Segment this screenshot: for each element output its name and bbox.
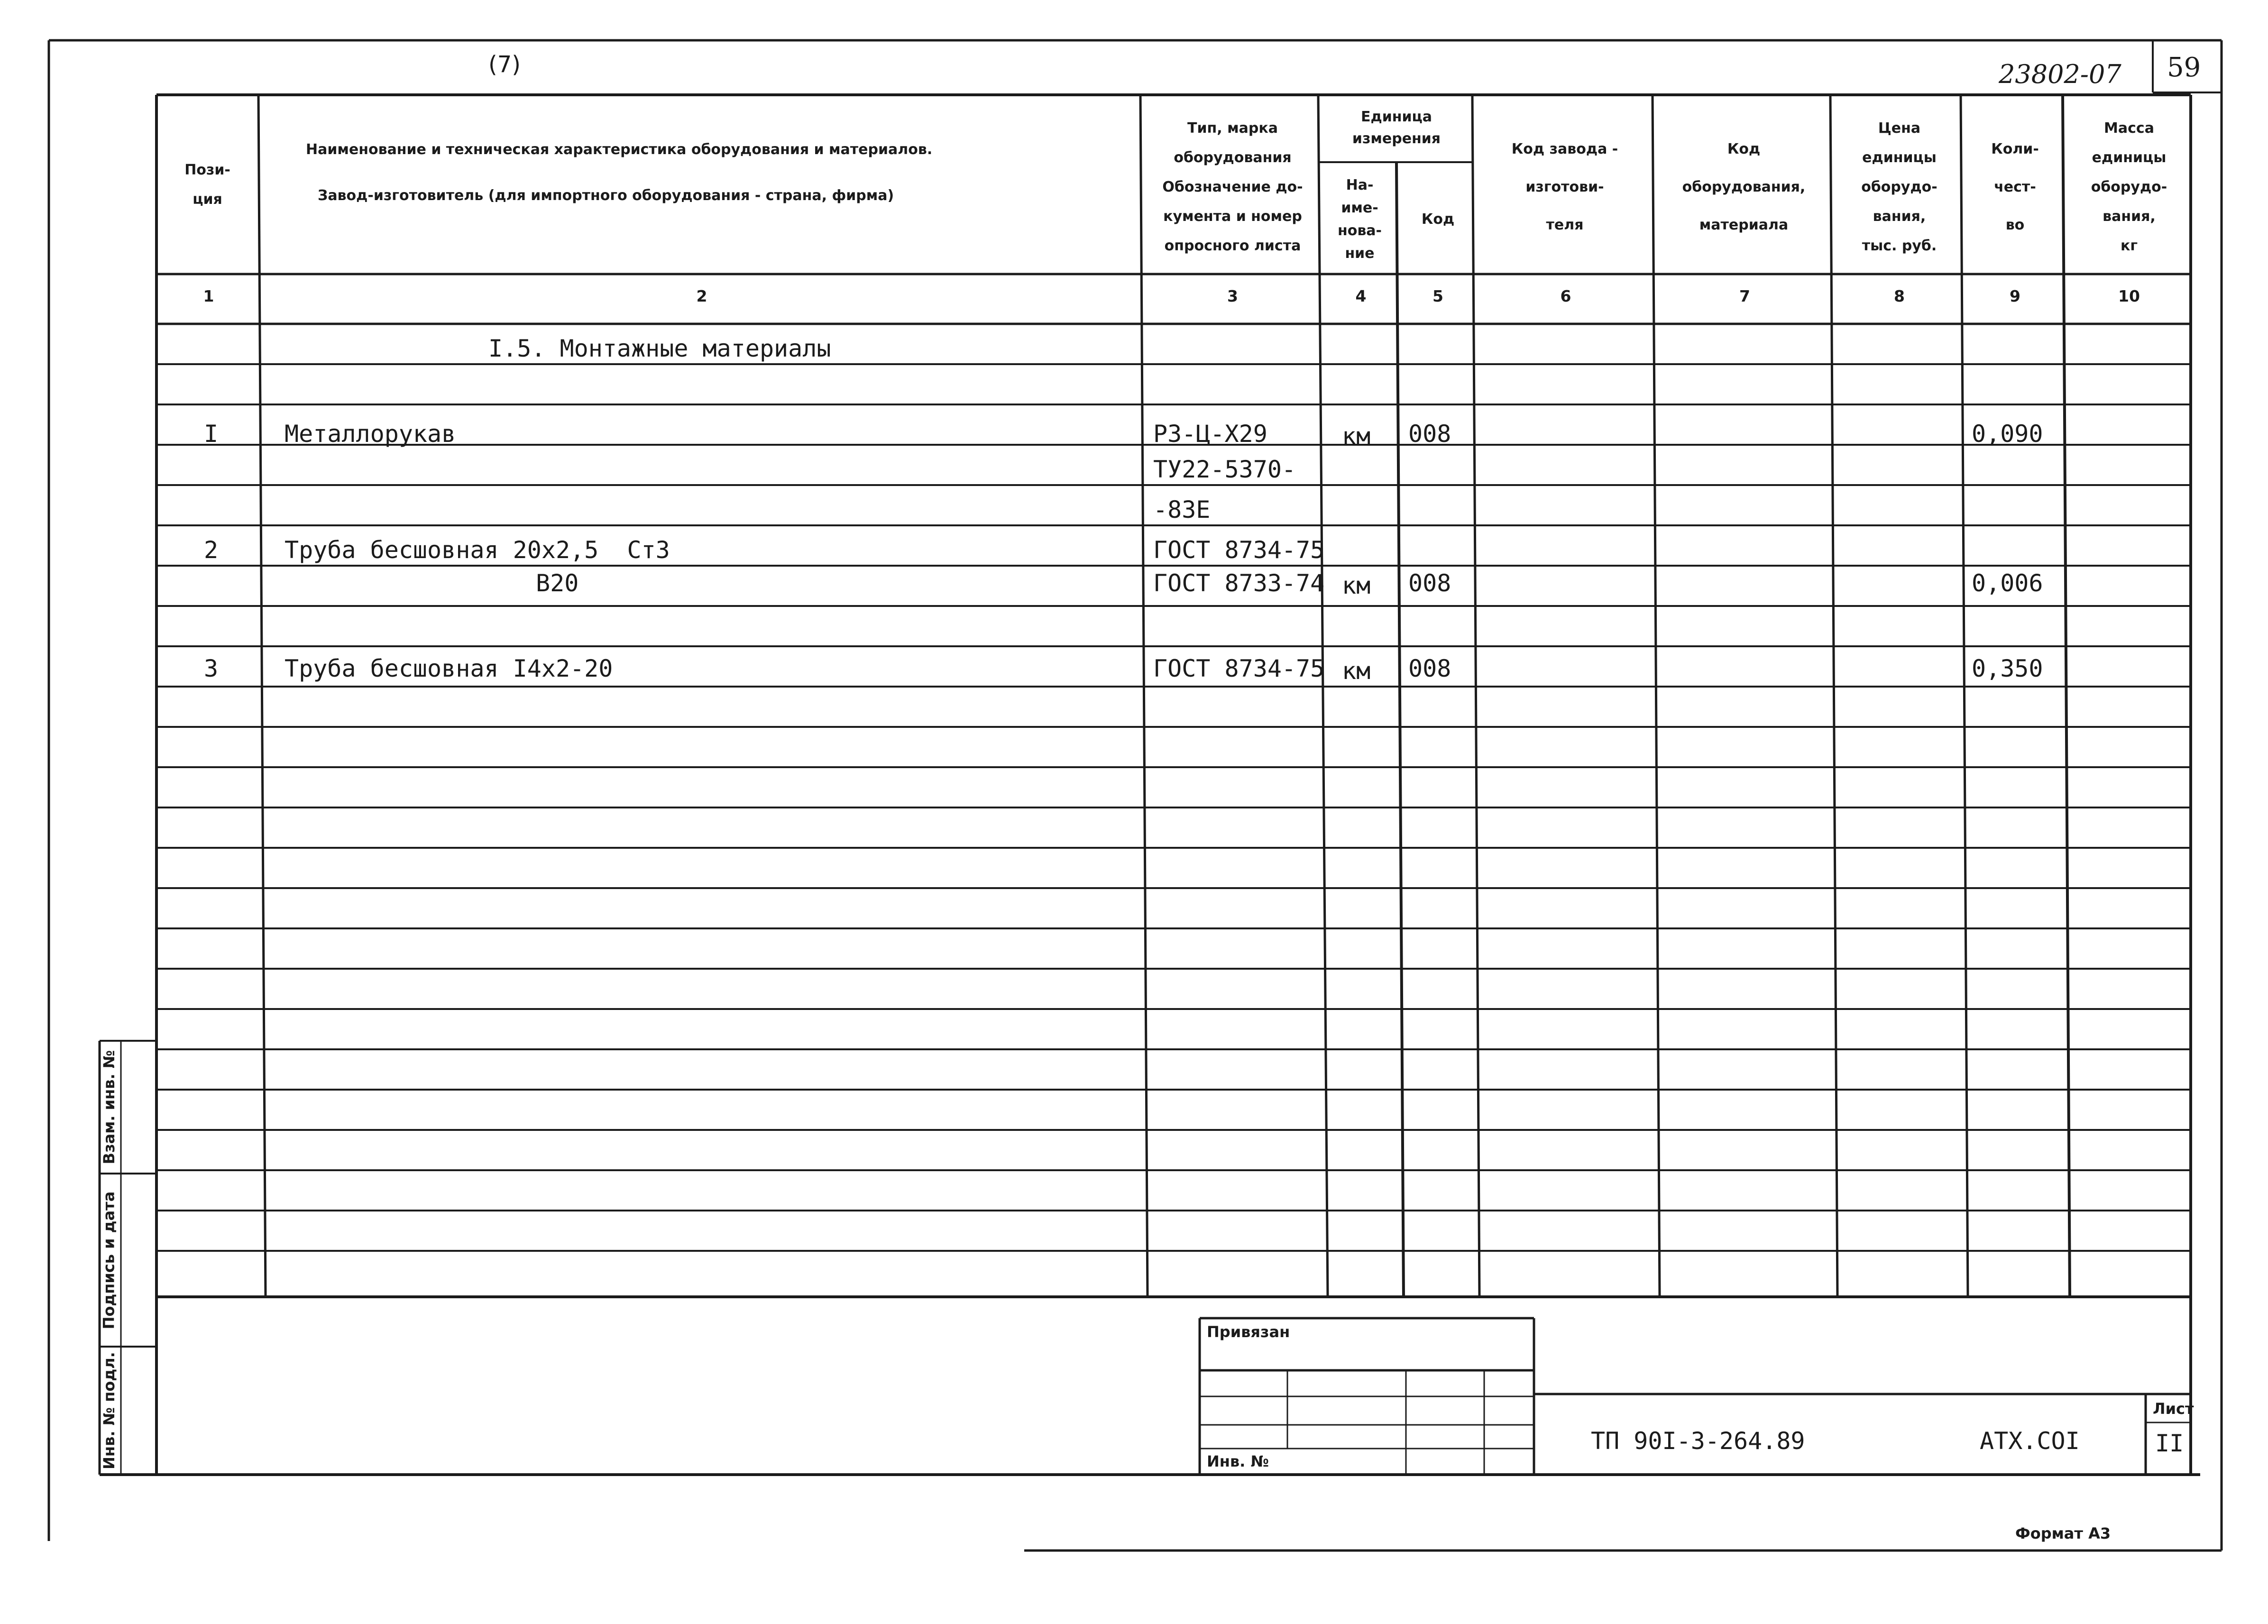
header-unit-mass: Масса единицы оборудо- вания, кг (2091, 120, 2167, 254)
header-equipment-code: Код оборудования, материала (1682, 141, 1806, 233)
row3-type: ГОСТ 8734-75 (1153, 655, 1325, 682)
col-number: 9 (2010, 287, 2020, 305)
side-label-original-inv: Инв. № подл. (100, 1352, 118, 1469)
col-number: 5 (1432, 287, 1443, 305)
header-unit-name: На- име- нова- ние (1337, 176, 1382, 262)
row2-type-cont: ГОСТ 8733-74 (1153, 569, 1325, 597)
row1-quantity: 0,090 (1972, 420, 2043, 448)
side-label-signature-date: Подпись и дата (100, 1191, 118, 1330)
stamp-sheet-number: II (2155, 1430, 2184, 1457)
page-mark: (7) (488, 51, 521, 78)
stamp-document-code: ТП 90I-3-264.89 (1591, 1427, 1805, 1455)
row2-position: 2 (204, 536, 219, 564)
col-number: 10 (2118, 287, 2140, 305)
stamp-section-code: АТХ.СОI (1980, 1427, 2080, 1455)
row1-type-cont2: -83Е (1153, 496, 1211, 523)
header-type: Тип, марка оборудования Обозначение до- кумента и номер опросного листа (1162, 120, 1303, 254)
row3-position: 3 (204, 655, 219, 682)
row2-unit: км (1342, 572, 1371, 599)
page-number: 59 (2167, 52, 2201, 83)
row1-type: РЗ-Ц-Х29 (1153, 420, 1267, 448)
row3-unit: км (1342, 657, 1371, 685)
col-number: 8 (1894, 287, 1905, 305)
document-number: 23802-07 (1999, 59, 2121, 89)
row2-name: Труба бесшовная 20х2,5 Ст3 (285, 536, 670, 564)
row2-material: В20 (536, 569, 579, 597)
col-number: 6 (1560, 287, 1571, 305)
format-label: Формат А3 (2015, 1524, 2111, 1542)
stamp-inv-label: Инв. № (1207, 1452, 1269, 1470)
side-label-replaced-inv: Взам. инв. № (100, 1050, 118, 1165)
row2-quantity: 0,006 (1972, 569, 2043, 597)
header-unit-price: Цена единицы оборудо- вания, тыс. руб. (1861, 120, 1937, 254)
row1-unit: км (1342, 422, 1371, 450)
row1-name: Металлорукав (285, 420, 456, 448)
stamp-bound-label: Привязан (1207, 1323, 1290, 1341)
section-title: I.5. Монтажные материалы (488, 335, 831, 362)
col-number: 1 (203, 287, 214, 305)
col-number: 7 (1739, 287, 1750, 305)
row3-code: 008 (1408, 655, 1451, 682)
col-number: 2 (696, 287, 707, 305)
col-number: 4 (1355, 287, 1367, 305)
row1-position: I (204, 420, 219, 448)
header-unit-code: Код (1421, 211, 1455, 228)
col-number: 3 (1227, 287, 1238, 305)
header-unit-group: Единица измерения (1352, 109, 1441, 147)
row2-type: ГОСТ 8734-75 (1153, 536, 1325, 564)
row3-name: Труба бесшовная I4х2-20 (285, 655, 613, 682)
header-name-line1: Наименование и техническая характеристика оборудования и материалов. (306, 141, 933, 158)
row2-code: 008 (1408, 569, 1451, 597)
row1-code: 008 (1408, 420, 1451, 448)
row1-type-cont: ТУ22-5370- (1153, 456, 1296, 483)
stamp-sheet-label: Лист (2153, 1400, 2194, 1418)
row3-quantity: 0,350 (1972, 655, 2043, 682)
header-manufacturer-code: Код завода - изготови- теля (1511, 141, 1618, 233)
header-quantity: Коли- чест- во (1991, 141, 2039, 233)
header-position: Пози- ция (184, 162, 230, 208)
header-name-line2: Завод-изготовитель (для импортного оборудования - страна, фирма) (318, 187, 894, 204)
